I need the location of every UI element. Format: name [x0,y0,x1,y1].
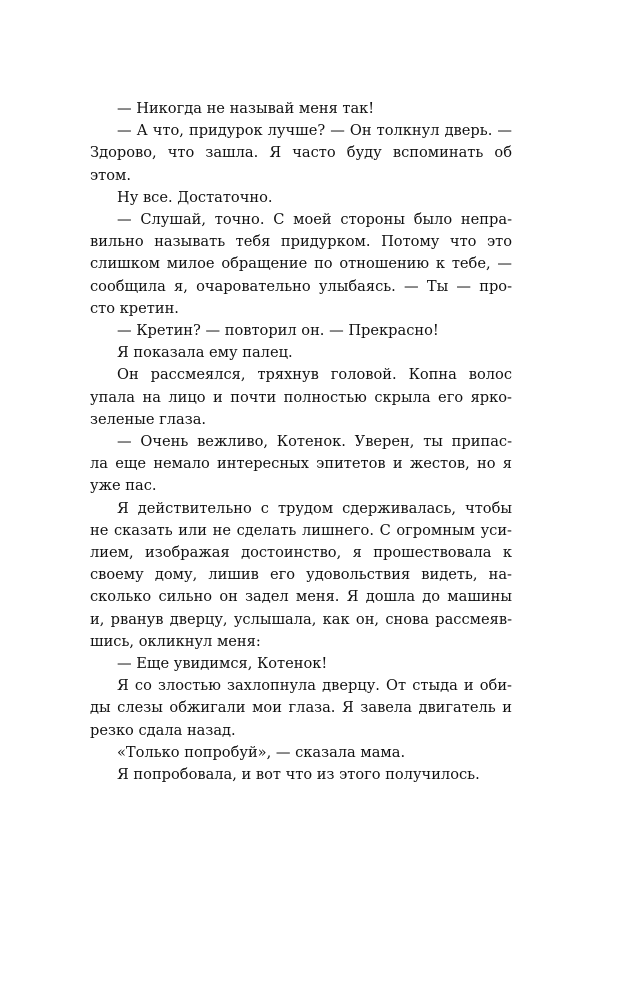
text-line: Здорово, что зашла. Я часто буду вспоминать об [90,144,512,162]
text-line: шись, окликнул меня: [90,632,261,650]
paragraph [90,431,512,498]
text-line: сколько сильно он задел меня. Я дошла до машины [90,588,512,606]
text-line: вильно называть тебя придурком. Потому что это [90,233,512,251]
text-line: Он рассмеялся, тряхнув головой. Копна волос [117,366,512,384]
text-line: ла еще немало интересных эпитетов и жестов, но я [90,455,512,473]
book-page-text [90,98,512,786]
paragraph [90,187,512,209]
text-line: сообщила я, очаровательно улыбаясь. — Ты — про- [90,277,512,295]
text-line: — Никогда не называй меня так! [117,100,375,117]
text-line: Я показала ему палец. [117,344,293,362]
paragraph [90,675,512,742]
text-line: своему дому, лишив его удовольствия видеть, на- [90,566,512,584]
text-line: сто кретин. [90,299,179,317]
text-line: упала на лицо и почти полностью скрыла его ярко- [90,388,512,406]
text-line: — Еще увидимся, Котенок! [117,655,328,673]
text-line: зеленые глаза. [90,410,207,428]
paragraph [90,320,512,342]
text-line: ды слезы обжигали мои глаза. Я завела двигатель и [90,699,512,717]
paragraph [90,342,512,364]
text-line: — А что, придурок лучше? — Он толкнул дверь. — [117,122,512,140]
text-line: уже пас. [90,477,157,495]
text-line: «Только попробуй», — сказала мама. [117,743,406,761]
text-line: Я попробовала, и вот что из этого получилось. [117,766,480,784]
paragraph [90,120,512,187]
text-line: — Очень вежливо, Котенок. Уверен, ты припас- [117,433,512,451]
text-line: Я со злостью захлопнула дверцу. От стыда и оби- [117,677,512,695]
text-line: и, рванув дверцу, услышала, как он, снова рассмеяв- [90,610,512,628]
paragraph [90,742,512,764]
text-line: этом. [90,166,132,184]
paragraph [90,98,512,120]
text-line: — Слушай, точно. С моей стороны было непра- [117,211,512,229]
text-line: — Кретин? — повторил он. — Прекрасно! [117,322,439,340]
text-line: Ну все. Достаточно. [117,188,273,206]
paragraph [90,653,512,675]
paragraph [90,209,512,320]
paragraph [90,498,512,653]
paragraph [90,764,512,786]
text-line: не сказать или не сделать лишнего. С огромным уси- [90,521,512,539]
paragraph [90,364,512,431]
text-line: резко сдала назад. [90,721,236,739]
text-line: Я действительно с трудом сдерживалась, чтобы [117,499,512,517]
text-line: слишком милое обращение по отношению к тебе, — [90,255,512,273]
text-line: лием, изображая достоинство, я прошествовала к [90,544,512,562]
